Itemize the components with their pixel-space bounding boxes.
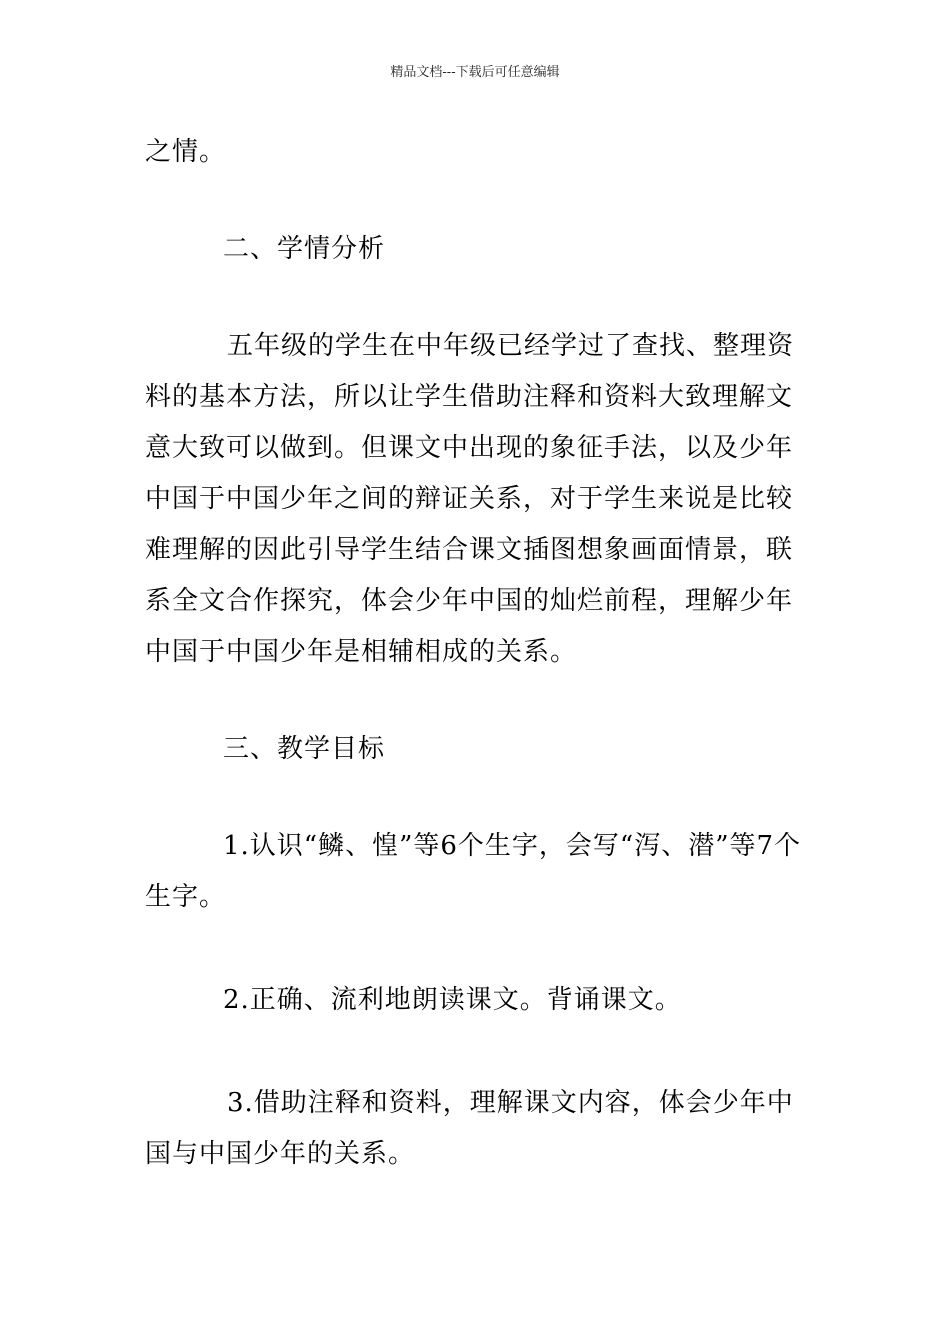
section-heading-teaching-goals: 三、教学目标 [223, 734, 386, 764]
goal-item-1: 1.认识“鳞、惶”等6个生字，会写“泻、潜”等7个生字。 [145, 831, 802, 912]
section-heading-learner-analysis: 二、学情分析 [223, 234, 386, 264]
goal-item-3: 3.借助注释和资料，理解课文内容，体会少年中国与中国少年的关系。 [145, 1088, 794, 1169]
paragraph-continuation: 之情。 [145, 137, 227, 167]
page-header: 精品文档---下载后可任意编辑 [390, 65, 560, 80]
document-body [145, 127, 810, 1180]
goal-item-2: 2.正确、流利地朗读课文。背诵课文。 [223, 985, 682, 1015]
paragraph-learner-analysis: 五年级的学生在中年级已经学过了查找、整理资料的基本方法，所以让学生借助注释和资料大致理解文意大致可以做到。但课文中出现的象征手法，以及少年中国于中国少年之间的辩证关系，对于学生来说是比较难理解的因此引导学生结合课文插图想象画面情景，联系全文合作探究，体会少年中国的灿烂前程，理解少年中国于中国少年是相辅相成的关系。 [145, 331, 795, 667]
